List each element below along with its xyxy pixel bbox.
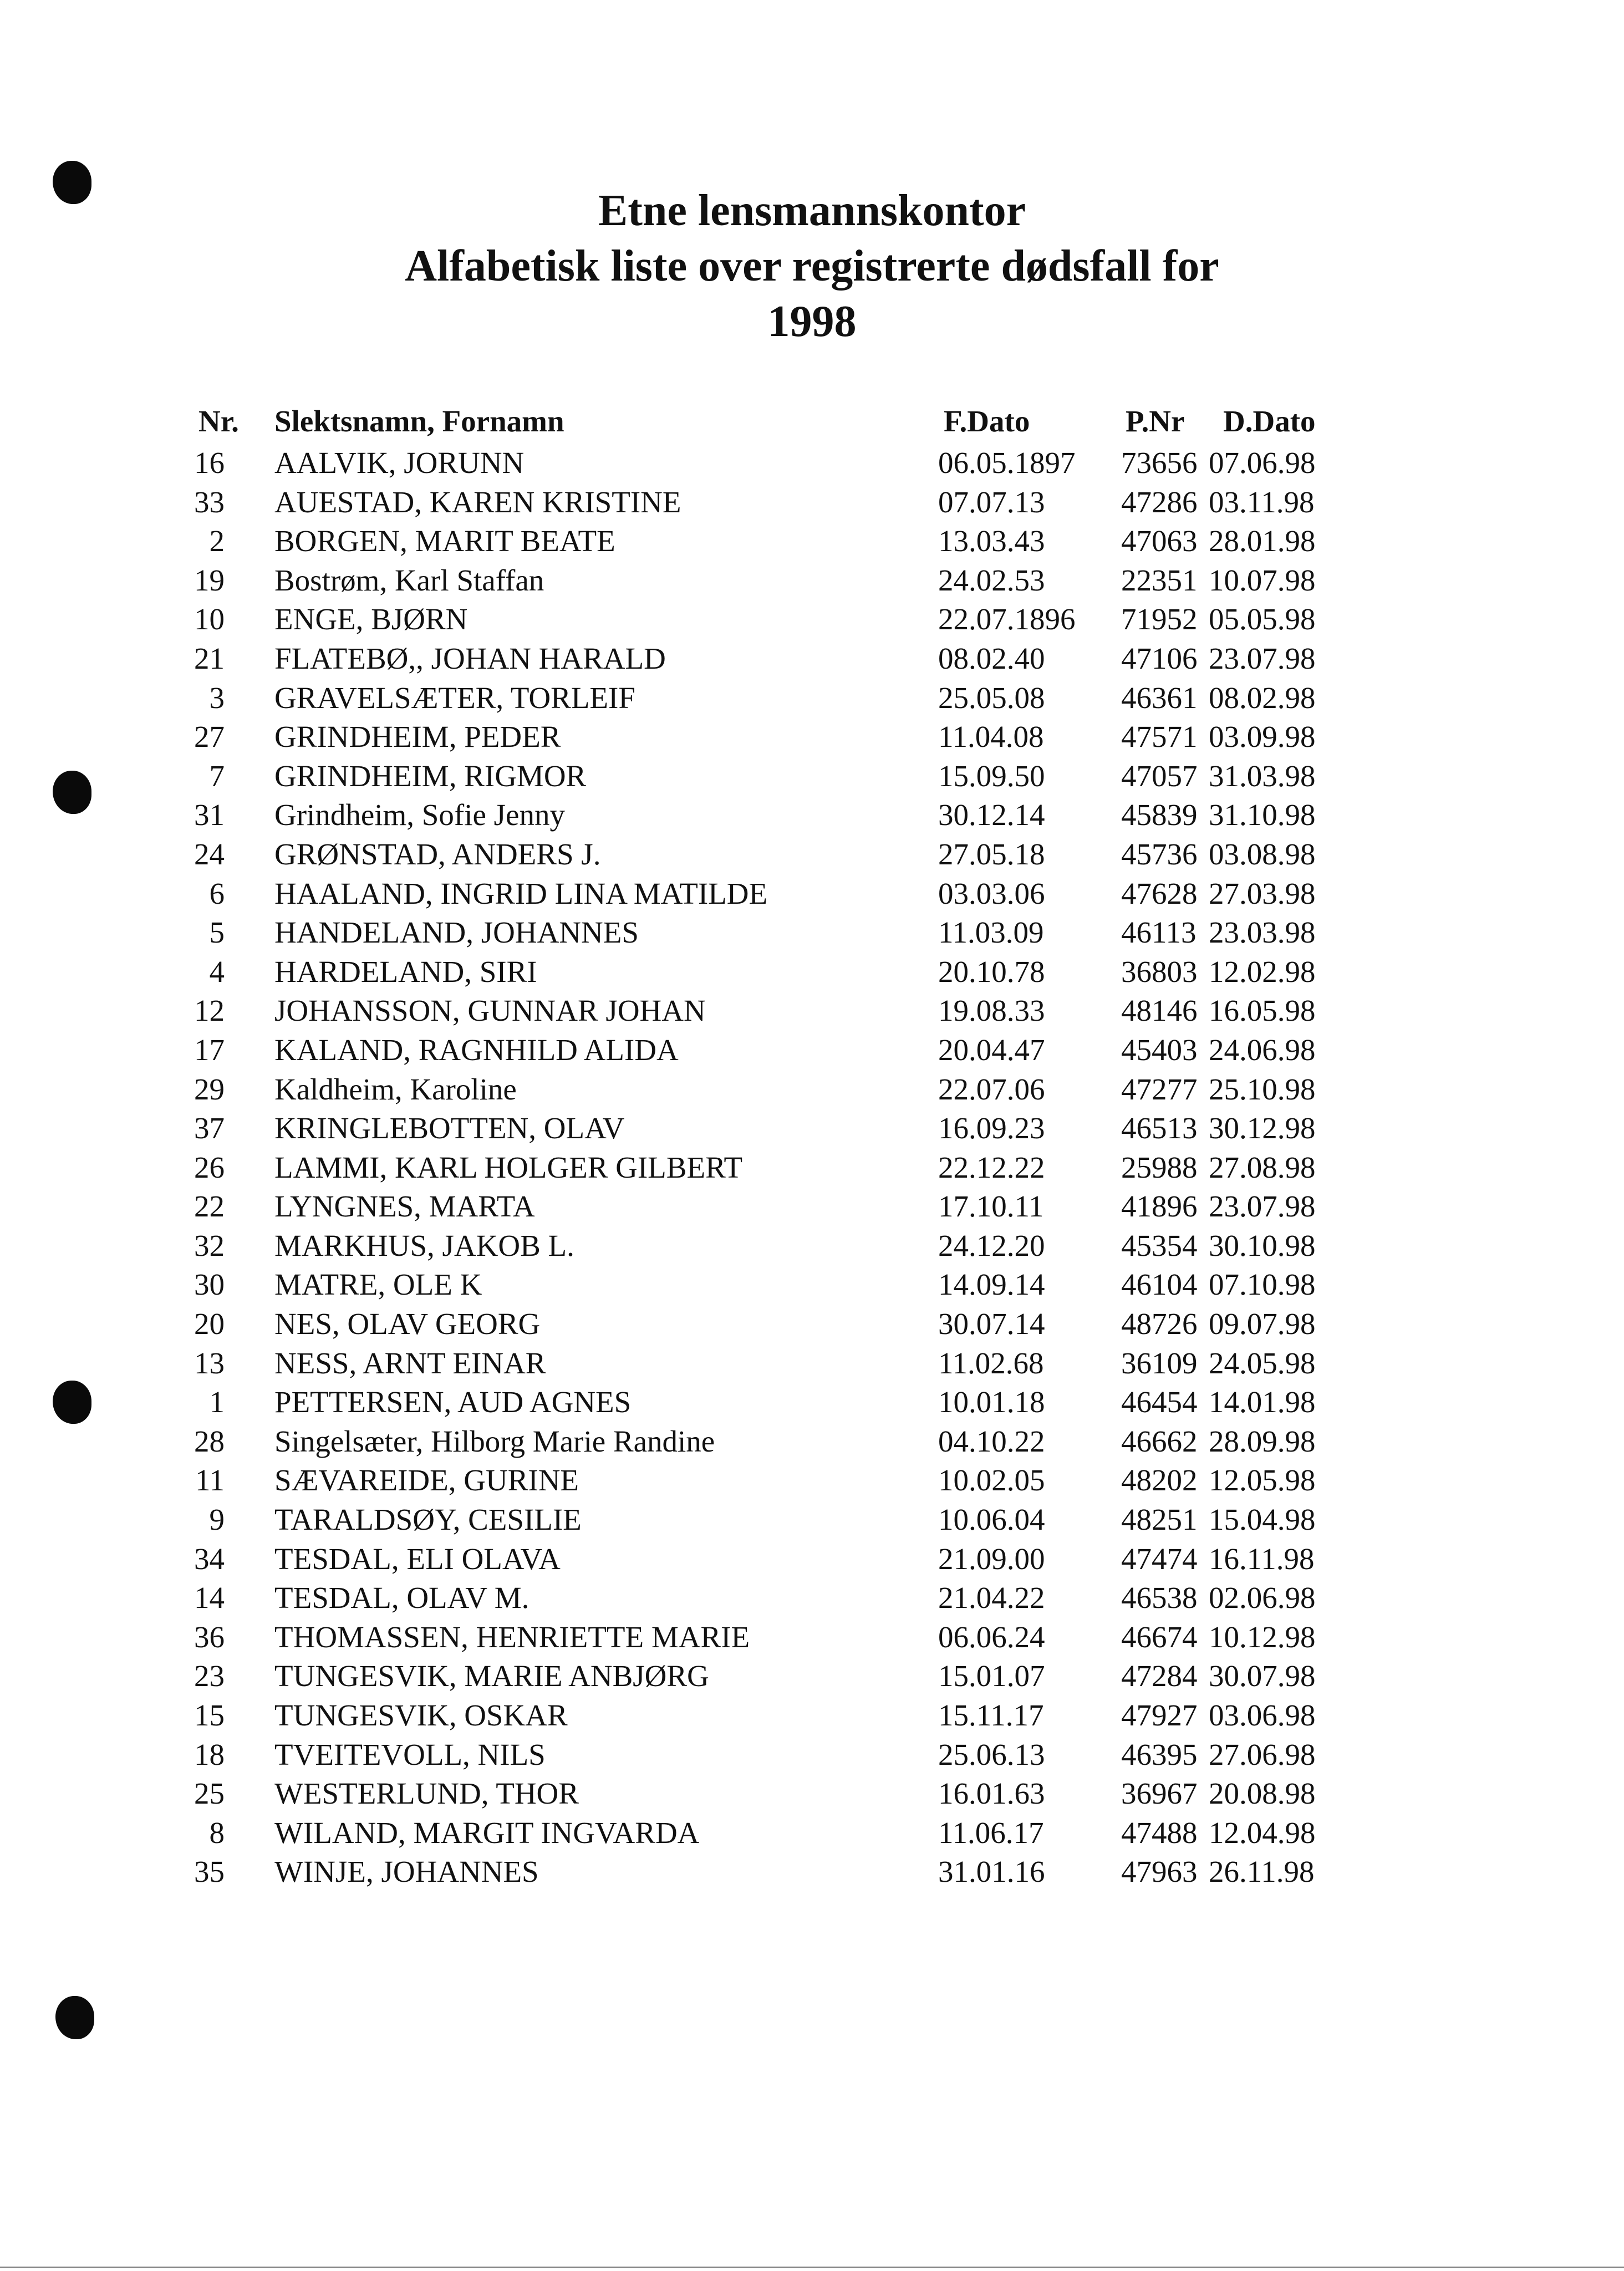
row-pnr: 47284: [1121, 1659, 1198, 1693]
row-birth-date: 30.07.14: [938, 1307, 1045, 1341]
row-name: HAALAND, INGRID LINA MATILDE: [274, 876, 768, 910]
punch-hole-mark: [53, 1381, 91, 1424]
row-name: PETTERSEN, AUD AGNES: [274, 1385, 632, 1419]
row-name: GRINDHEIM, RIGMOR: [274, 758, 587, 793]
row-name: TUNGESVIK, OSKAR: [274, 1698, 568, 1732]
row-nr: 27: [194, 720, 225, 754]
row-nr: 2: [209, 524, 225, 558]
table-row: [189, 600, 1342, 639]
row-name: SÆVAREIDE, GURINE: [274, 1463, 579, 1498]
row-birth-date: 11.06.17: [938, 1815, 1044, 1850]
table-row: [189, 1344, 1342, 1383]
row-birth-date: 27.05.18: [938, 837, 1045, 871]
row-pnr: 46454: [1121, 1385, 1198, 1419]
row-death-date: 07.10.98: [1209, 1267, 1316, 1302]
row-name: GRØNSTAD, ANDERS J.: [274, 837, 601, 871]
table-row: [189, 639, 1342, 679]
row-pnr: 36109: [1121, 1346, 1198, 1380]
row-pnr: 47571: [1121, 720, 1198, 754]
row-nr: 37: [194, 1111, 225, 1145]
row-name: WINJE, JOHANNES: [274, 1855, 539, 1889]
row-death-date: 23.07.98: [1209, 641, 1316, 675]
document-title: Etne lensmannskontor: [598, 186, 1026, 235]
table-row: [189, 1305, 1342, 1344]
row-birth-date: 24.02.53: [938, 563, 1045, 597]
row-name: Bostrøm, Karl Staffan: [274, 563, 544, 597]
row-pnr: 47057: [1121, 758, 1198, 793]
row-pnr: 25988: [1121, 1150, 1198, 1184]
row-nr: 25: [194, 1776, 225, 1811]
row-pnr: 46395: [1121, 1737, 1198, 1771]
row-name: GRAVELSÆTER, TORLEIF: [274, 680, 635, 715]
table-row: [189, 757, 1342, 796]
row-pnr: 36967: [1121, 1776, 1198, 1811]
table-row: [189, 1187, 1342, 1226]
row-name: AUESTAD, KAREN KRISTINE: [274, 485, 681, 519]
row-pnr: 45736: [1121, 837, 1198, 871]
row-pnr: 46113: [1121, 915, 1197, 950]
row-pnr: 22351: [1121, 563, 1198, 597]
table-row: [189, 1579, 1342, 1618]
row-pnr: 47474: [1121, 1541, 1198, 1576]
table-header-row: [189, 399, 1342, 444]
row-pnr: 73656: [1121, 446, 1198, 480]
row-nr: 3: [209, 680, 225, 715]
row-birth-date: 11.04.08: [938, 720, 1044, 754]
row-pnr: 47927: [1121, 1698, 1198, 1732]
row-pnr: 48146: [1121, 994, 1198, 1028]
row-death-date: 28.01.98: [1209, 524, 1316, 558]
row-name: LAMMI, KARL HOLGER GILBERT: [274, 1150, 743, 1184]
table-body: [189, 444, 1342, 1892]
row-birth-date: 22.12.22: [938, 1150, 1045, 1184]
row-name: Singelsæter, Hilborg Marie Randine: [274, 1424, 715, 1458]
row-name: KALAND, RAGNHILD ALIDA: [274, 1032, 679, 1067]
table-row: [189, 1500, 1342, 1540]
row-death-date: 05.05.98: [1209, 602, 1316, 637]
document-year: 1998: [767, 297, 857, 346]
row-pnr: 46361: [1121, 680, 1198, 715]
row-birth-date: 20.04.47: [938, 1032, 1045, 1067]
row-birth-date: 22.07.06: [938, 1072, 1045, 1106]
table-row: [189, 1461, 1342, 1500]
document-subtitle: Alfabetisk liste over registrerte dødsfall for: [405, 242, 1219, 291]
table-row: [189, 991, 1342, 1031]
row-death-date: 20.08.98: [1209, 1776, 1316, 1811]
row-birth-date: 10.06.04: [938, 1503, 1045, 1537]
row-nr: 26: [194, 1150, 225, 1184]
table-row: [189, 1265, 1342, 1305]
row-birth-date: 11.03.09: [938, 915, 1044, 950]
row-nr: 4: [209, 954, 225, 989]
table-row: [189, 1735, 1342, 1775]
table-row: [189, 1031, 1342, 1070]
row-pnr: 45403: [1121, 1032, 1198, 1067]
row-death-date: 23.03.98: [1209, 915, 1316, 950]
row-birth-date: 04.10.22: [938, 1424, 1045, 1458]
row-name: TESDAL, OLAV M.: [274, 1581, 530, 1615]
table-row: [189, 1657, 1342, 1696]
row-pnr: 47106: [1121, 641, 1198, 675]
row-nr: 23: [194, 1659, 225, 1693]
row-name: WESTERLUND, THOR: [274, 1776, 579, 1811]
row-nr: 30: [194, 1267, 225, 1302]
row-death-date: 08.02.98: [1209, 680, 1316, 715]
row-name: Grindheim, Sofie Jenny: [274, 798, 565, 832]
row-birth-date: 20.10.78: [938, 954, 1045, 989]
row-pnr: 47063: [1121, 524, 1198, 558]
row-pnr: 48202: [1121, 1463, 1198, 1498]
row-name: JOHANSSON, GUNNAR JOHAN: [274, 994, 706, 1028]
row-name: THOMASSEN, HENRIETTE MARIE: [274, 1620, 750, 1654]
row-nr: 35: [194, 1855, 225, 1889]
row-name: TVEITEVOLL, NILS: [274, 1737, 546, 1771]
column-header-death-date: D.Dato: [1223, 404, 1316, 438]
row-birth-date: 16.01.63: [938, 1776, 1045, 1811]
column-header-birth-date: F.Dato: [944, 404, 1030, 438]
row-nr: 22: [194, 1189, 225, 1224]
row-name: MATRE, OLE K: [274, 1267, 482, 1302]
row-pnr: 46104: [1121, 1267, 1198, 1302]
row-name: TUNGESVIK, MARIE ANBJØRG: [274, 1659, 709, 1693]
row-nr: 31: [194, 798, 225, 832]
row-death-date: 24.06.98: [1209, 1032, 1316, 1067]
row-death-date: 09.07.98: [1209, 1307, 1316, 1341]
row-name: HANDELAND, JOHANNES: [274, 915, 639, 950]
row-death-date: 16.11.98: [1209, 1541, 1315, 1576]
row-nr: 8: [209, 1815, 225, 1850]
row-death-date: 27.03.98: [1209, 876, 1316, 910]
row-name: HARDELAND, SIRI: [274, 954, 537, 989]
row-death-date: 27.08.98: [1209, 1150, 1316, 1184]
row-nr: 29: [194, 1072, 225, 1106]
row-birth-date: 24.12.20: [938, 1228, 1045, 1262]
row-birth-date: 07.07.13: [938, 485, 1045, 519]
table-row: [189, 1148, 1342, 1188]
row-birth-date: 17.10.11: [938, 1189, 1044, 1224]
row-pnr: 46674: [1121, 1620, 1198, 1654]
row-nr: 28: [194, 1424, 225, 1458]
row-nr: 33: [194, 485, 225, 519]
row-birth-date: 08.02.40: [938, 641, 1045, 675]
row-name: FLATEBØ,, JOHAN HARALD: [274, 641, 666, 675]
row-death-date: 16.05.98: [1209, 994, 1316, 1028]
row-nr: 5: [209, 915, 225, 950]
row-nr: 18: [194, 1737, 225, 1771]
row-death-date: 12.05.98: [1209, 1463, 1316, 1498]
row-name: WILAND, MARGIT INGVARDA: [274, 1815, 700, 1850]
row-nr: 9: [209, 1503, 225, 1537]
row-nr: 34: [194, 1541, 225, 1576]
row-birth-date: 13.03.43: [938, 524, 1045, 558]
row-death-date: 03.08.98: [1209, 837, 1316, 871]
row-pnr: 46538: [1121, 1581, 1198, 1615]
table-row: [189, 679, 1342, 718]
row-nr: 13: [194, 1346, 225, 1380]
row-name: GRINDHEIM, PEDER: [274, 720, 561, 754]
row-name: TARALDSØY, CESILIE: [274, 1503, 582, 1537]
row-pnr: 48726: [1121, 1307, 1198, 1341]
column-header-nr: Nr.: [198, 404, 239, 438]
row-pnr: 41896: [1121, 1189, 1198, 1224]
row-birth-date: 21.04.22: [938, 1581, 1045, 1615]
row-death-date: 24.05.98: [1209, 1346, 1316, 1380]
row-death-date: 03.06.98: [1209, 1698, 1316, 1732]
table-row: [189, 1109, 1342, 1148]
row-nr: 19: [194, 563, 225, 597]
row-name: ENGE, BJØRN: [274, 602, 468, 637]
row-nr: 16: [194, 446, 225, 480]
row-birth-date: 14.09.14: [938, 1267, 1045, 1302]
document-header: [0, 183, 1624, 349]
table-row: [189, 444, 1342, 483]
row-death-date: 12.02.98: [1209, 954, 1316, 989]
row-nr: 1: [209, 1385, 225, 1419]
table-row: [189, 1422, 1342, 1462]
row-name: AALVIK, JORUNN: [274, 446, 525, 480]
row-death-date: 26.11.98: [1209, 1855, 1315, 1889]
table-row: [189, 483, 1342, 522]
row-nr: 6: [209, 876, 225, 910]
row-name: MARKHUS, JAKOB L.: [274, 1228, 574, 1262]
table-row: [189, 1226, 1342, 1266]
row-name: NESS, ARNT EINAR: [274, 1346, 546, 1380]
punch-hole-mark: [53, 771, 91, 814]
row-pnr: 46662: [1121, 1424, 1198, 1458]
row-death-date: 10.12.98: [1209, 1620, 1316, 1654]
row-pnr: 71952: [1121, 602, 1198, 637]
row-death-date: 30.12.98: [1209, 1111, 1316, 1145]
row-birth-date: 19.08.33: [938, 994, 1045, 1028]
row-death-date: 31.10.98: [1209, 798, 1316, 832]
row-death-date: 27.06.98: [1209, 1737, 1316, 1771]
table-row: [189, 1070, 1342, 1109]
table-row: [189, 1383, 1342, 1422]
row-pnr: 47628: [1121, 876, 1198, 910]
row-death-date: 23.07.98: [1209, 1189, 1316, 1224]
table-row: [189, 874, 1342, 914]
table-row: [189, 717, 1342, 757]
table-row: [189, 561, 1342, 600]
row-birth-date: 03.03.06: [938, 876, 1045, 910]
row-death-date: 28.09.98: [1209, 1424, 1316, 1458]
table-row: [189, 796, 1342, 835]
table-row: [189, 1774, 1342, 1814]
row-nr: 15: [194, 1698, 225, 1732]
table-row: [189, 1814, 1342, 1853]
row-pnr: 46513: [1121, 1111, 1198, 1145]
table-row: [189, 1852, 1342, 1892]
row-pnr: 47277: [1121, 1072, 1198, 1106]
table-row: [189, 953, 1342, 992]
row-nr: 32: [194, 1228, 225, 1262]
death-register-table: [189, 399, 1342, 1892]
row-nr: 12: [194, 994, 225, 1028]
row-birth-date: 25.05.08: [938, 680, 1045, 715]
row-name: NES, OLAV GEORG: [274, 1307, 541, 1341]
row-death-date: 10.07.98: [1209, 563, 1316, 597]
row-birth-date: 10.02.05: [938, 1463, 1045, 1498]
row-death-date: 25.10.98: [1209, 1072, 1316, 1106]
row-birth-date: 15.11.17: [938, 1698, 1044, 1732]
row-birth-date: 31.01.16: [938, 1855, 1045, 1889]
row-pnr: 47963: [1121, 1855, 1198, 1889]
row-birth-date: 10.01.18: [938, 1385, 1045, 1419]
table-row: [189, 1540, 1342, 1579]
row-birth-date: 25.06.13: [938, 1737, 1045, 1771]
row-nr: 24: [194, 837, 225, 871]
row-birth-date: 15.01.07: [938, 1659, 1045, 1693]
row-nr: 21: [194, 641, 225, 675]
row-pnr: 36803: [1121, 954, 1198, 989]
column-header-pnr: P.Nr: [1126, 404, 1185, 438]
row-pnr: 45839: [1121, 798, 1198, 832]
row-death-date: 03.11.98: [1209, 485, 1315, 519]
row-birth-date: 06.05.1897: [938, 446, 1076, 480]
row-pnr: 47488: [1121, 1815, 1198, 1850]
row-nr: 11: [195, 1463, 225, 1498]
row-birth-date: 16.09.23: [938, 1111, 1045, 1145]
row-birth-date: 30.12.14: [938, 798, 1045, 832]
row-death-date: 30.07.98: [1209, 1659, 1316, 1693]
row-name: KRINGLEBOTTEN, OLAV: [274, 1111, 625, 1145]
row-death-date: 07.06.98: [1209, 446, 1316, 480]
row-death-date: 31.03.98: [1209, 758, 1316, 793]
row-pnr: 45354: [1121, 1228, 1198, 1262]
row-death-date: 12.04.98: [1209, 1815, 1316, 1850]
row-nr: 17: [194, 1032, 225, 1067]
row-death-date: 15.04.98: [1209, 1503, 1316, 1537]
row-nr: 7: [209, 758, 225, 793]
scan-edge-line: [0, 2267, 1624, 2268]
row-death-date: 02.06.98: [1209, 1581, 1316, 1615]
row-nr: 14: [194, 1581, 225, 1615]
row-death-date: 30.10.98: [1209, 1228, 1316, 1262]
row-name: BORGEN, MARIT BEATE: [274, 524, 615, 558]
row-name: Kaldheim, Karoline: [274, 1072, 517, 1106]
table-row: [189, 522, 1342, 561]
table-row: [189, 1696, 1342, 1735]
row-birth-date: 21.09.00: [938, 1541, 1045, 1576]
punch-hole-mark: [55, 1996, 94, 2039]
row-pnr: 47286: [1121, 485, 1198, 519]
row-death-date: 03.09.98: [1209, 720, 1316, 754]
row-name: LYNGNES, MARTA: [274, 1189, 535, 1224]
table-row: [189, 835, 1342, 874]
row-nr: 36: [194, 1620, 225, 1654]
column-header-name: Slektsnamn, Fornamn: [274, 404, 564, 438]
row-pnr: 48251: [1121, 1503, 1198, 1537]
row-name: TESDAL, ELI OLAVA: [274, 1541, 561, 1576]
row-nr: 20: [194, 1307, 225, 1341]
row-birth-date: 22.07.1896: [938, 602, 1076, 637]
table-row: [189, 1618, 1342, 1657]
row-birth-date: 11.02.68: [938, 1346, 1044, 1380]
row-birth-date: 15.09.50: [938, 758, 1045, 793]
row-birth-date: 06.06.24: [938, 1620, 1045, 1654]
row-nr: 10: [194, 602, 225, 637]
table-row: [189, 913, 1342, 953]
row-death-date: 14.01.98: [1209, 1385, 1316, 1419]
